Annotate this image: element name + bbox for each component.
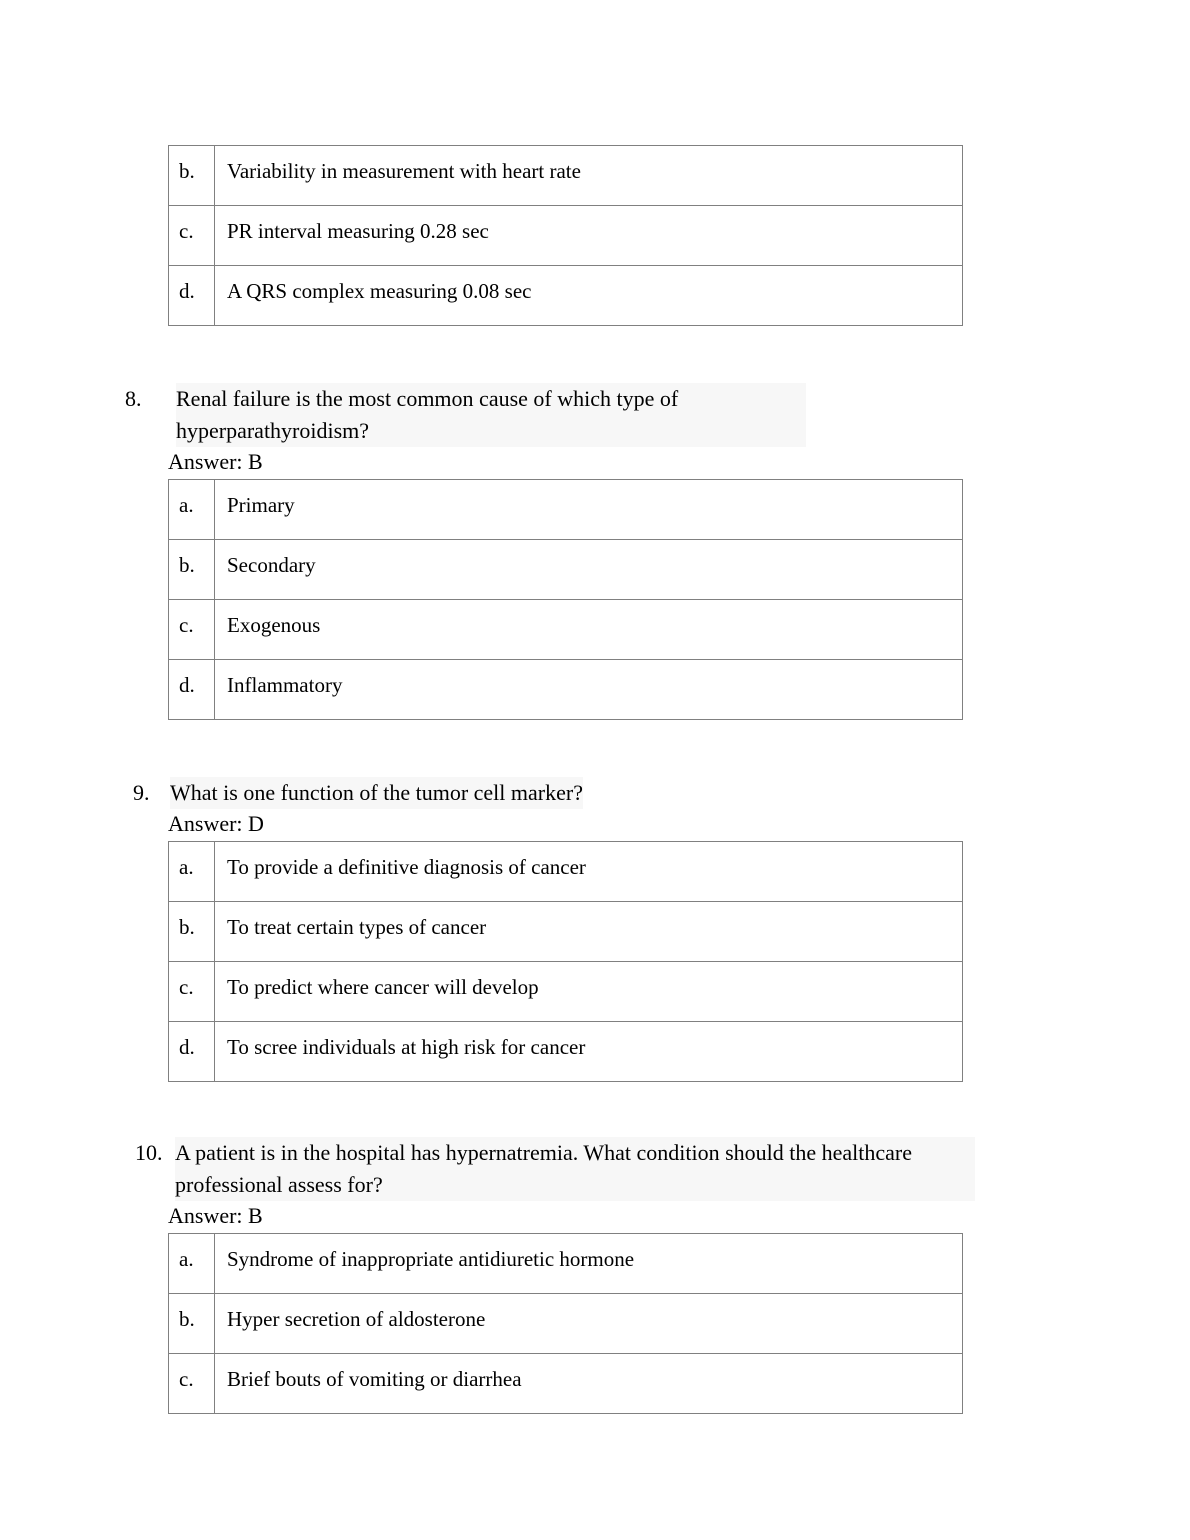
option-text: Hyper secretion of aldosterone (215, 1294, 963, 1354)
option-text: Primary (215, 480, 963, 540)
option-row (169, 266, 963, 326)
option-text: Inflammatory (215, 660, 963, 720)
option-row (169, 540, 963, 600)
option-letter: c. (169, 1354, 215, 1414)
answer-label: Answer: D (168, 811, 264, 836)
option-letter: c. (169, 600, 215, 660)
option-text: To provide a definitive diagnosis of cancer (215, 842, 963, 902)
answer-label: Answer: B (168, 449, 263, 474)
option-letter: b. (169, 146, 215, 206)
question-text: Renal failure is the most common cause of which type of hyperparathyroidism? (176, 383, 806, 447)
option-row (169, 660, 963, 720)
option-text: Syndrome of inappropriate antidiuretic hormone (215, 1234, 963, 1294)
option-letter: d. (169, 660, 215, 720)
option-letter: b. (169, 540, 215, 600)
question-text: What is one function of the tumor cell marker? (170, 777, 583, 809)
option-row (169, 842, 963, 902)
question-number: 9. (133, 780, 150, 805)
option-row (169, 146, 963, 206)
option-row (169, 480, 963, 540)
question-8 (0, 383, 1190, 720)
option-letter: c. (169, 962, 215, 1022)
option-letter: a. (169, 480, 215, 540)
option-row (169, 902, 963, 962)
option-row (169, 600, 963, 660)
option-letter: b. (169, 1294, 215, 1354)
option-row (169, 1354, 963, 1414)
option-letter: a. (169, 842, 215, 902)
options-table-q9 (168, 841, 963, 1082)
option-row (169, 1234, 963, 1294)
option-letter: b. (169, 902, 215, 962)
question-number: 10. (135, 1140, 163, 1165)
option-letter: a. (169, 1234, 215, 1294)
question-line (0, 1137, 1190, 1201)
option-row (169, 1294, 963, 1354)
option-letter: d. (169, 266, 215, 326)
option-text: A QRS complex measuring 0.08 sec (215, 266, 963, 326)
question-line (0, 777, 1190, 809)
option-text: Exogenous (215, 600, 963, 660)
option-letter: c. (169, 206, 215, 266)
options-table-q10 (168, 1233, 963, 1414)
option-text: Brief bouts of vomiting or diarrhea (215, 1354, 963, 1414)
question-number: 8. (125, 386, 142, 411)
option-text: PR interval measuring 0.28 sec (215, 206, 963, 266)
question-line (0, 383, 1190, 447)
answer-label: Answer: B (168, 1203, 263, 1228)
option-text: To predict where cancer will develop (215, 962, 963, 1022)
option-row (169, 962, 963, 1022)
option-row (169, 1022, 963, 1082)
option-text: Variability in measurement with heart rate (215, 146, 963, 206)
option-row (169, 206, 963, 266)
option-letter: d. (169, 1022, 215, 1082)
question-10 (0, 1137, 1190, 1414)
option-text: Secondary (215, 540, 963, 600)
option-text: To treat certain types of cancer (215, 902, 963, 962)
option-text: To scree individuals at high risk for cancer (215, 1022, 963, 1082)
question-text: A patient is in the hospital has hypernatremia. What condition should the healthcare professional assess for? (175, 1137, 975, 1201)
options-table-q8 (168, 479, 963, 720)
question-9 (0, 777, 1190, 1082)
options-table-partial (168, 145, 963, 326)
